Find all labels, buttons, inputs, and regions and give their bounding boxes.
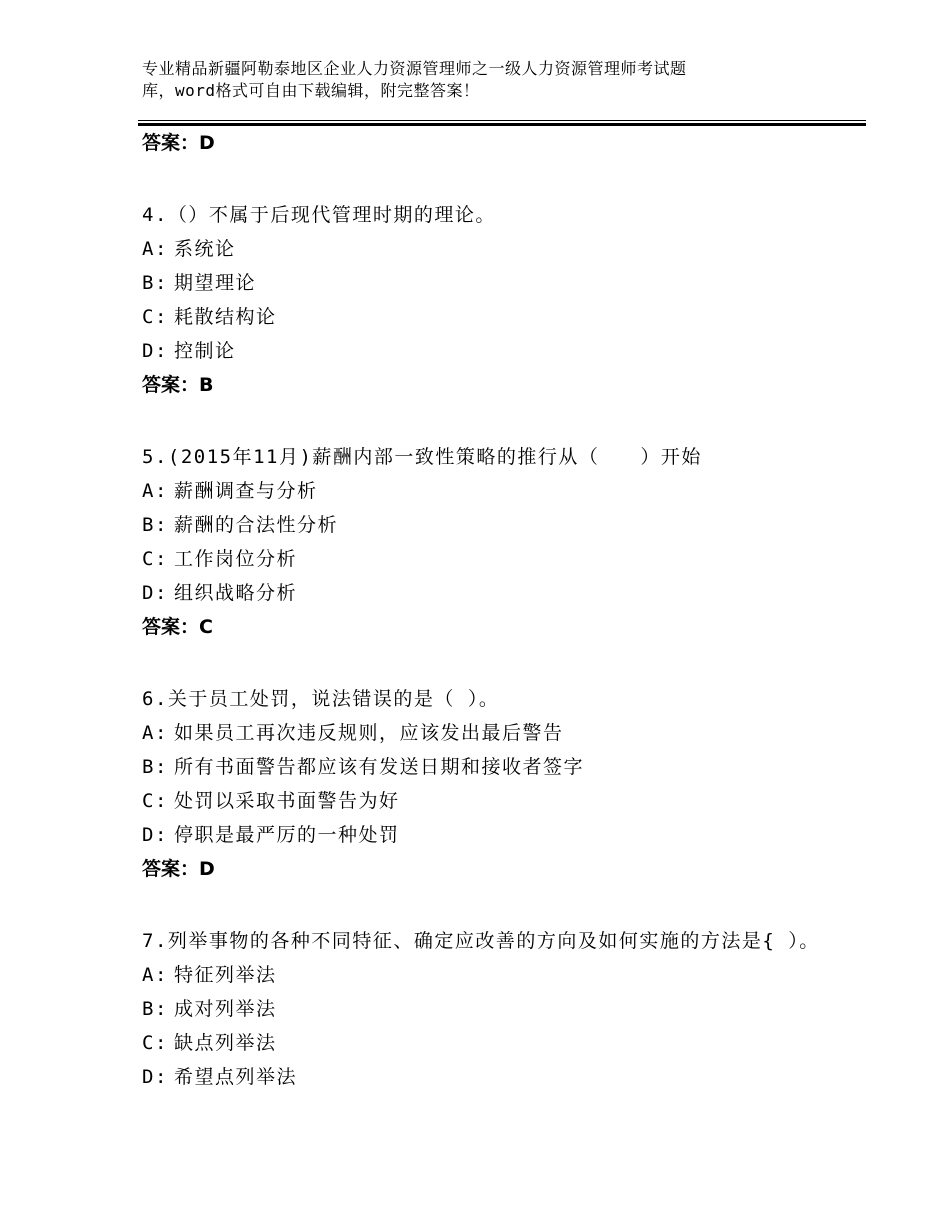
option-a (142, 716, 822, 750)
option-text: 耗散结构论 (174, 306, 277, 328)
option-b (142, 266, 822, 300)
option-b (142, 750, 822, 784)
option-key: D: (142, 340, 168, 362)
question-5 (142, 440, 822, 642)
option-text: 希望点列举法 (174, 1066, 298, 1088)
option-key: A: (142, 238, 168, 260)
option-key: C: (142, 306, 168, 328)
option-a (142, 958, 822, 992)
option-key: C: (142, 1032, 168, 1054)
header-line-1: 专业精品新疆阿勒泰地区企业人力资源管理师之一级人力资源管理师考试题 (142, 59, 687, 78)
option-text: 特征列举法 (174, 964, 277, 986)
option-key: A: (142, 722, 168, 744)
document-body (142, 128, 822, 1094)
question-stem: 5.(2015年11月)薪酬内部一致性策略的推行从（ ）开始 (142, 446, 702, 468)
option-text: 成对列举法 (174, 998, 277, 1020)
option-c (142, 784, 822, 818)
option-d (142, 1060, 822, 1094)
option-text: 如果员工再次违反规则，应该发出最后警告 (174, 722, 564, 744)
question-stem: 6.关于员工处罚，说法错误的是（ ）。 (142, 688, 500, 710)
option-key: B: (142, 998, 168, 1020)
option-key: B: (142, 272, 168, 294)
option-a (142, 232, 822, 266)
option-d (142, 334, 822, 368)
option-text: 组织战略分析 (174, 582, 298, 604)
option-d (142, 818, 822, 852)
question-6 (142, 682, 822, 884)
option-key: B: (142, 514, 168, 536)
option-key: B: (142, 756, 168, 778)
option-text: 停职是最严厉的一种处罚 (174, 824, 400, 846)
option-key: A: (142, 480, 168, 502)
header-line-2: 库，word格式可自由下载编辑，附完整答案！ (142, 81, 480, 100)
option-d (142, 576, 822, 610)
option-c (142, 542, 822, 576)
option-text: 薪酬调查与分析 (174, 480, 318, 502)
option-text: 系统论 (174, 238, 236, 260)
option-key: D: (142, 1066, 168, 1088)
option-text: 缺点列举法 (174, 1032, 277, 1054)
document-header (142, 58, 802, 102)
option-key: D: (142, 824, 168, 846)
option-text: 薪酬的合法性分析 (174, 514, 339, 536)
answer: 答案：C (142, 616, 213, 638)
header-rule-thick (138, 123, 866, 126)
answer-prev: 答案：D (142, 132, 215, 154)
option-c (142, 1026, 822, 1060)
question-7 (142, 924, 822, 1094)
answer: 答案：D (142, 858, 215, 880)
option-key: C: (142, 790, 168, 812)
option-key: A: (142, 964, 168, 986)
answer: 答案：B (142, 374, 214, 396)
question-4 (142, 198, 822, 400)
option-text: 控制论 (174, 340, 236, 362)
option-key: C: (142, 548, 168, 570)
question-stem: 4.（）不属于后现代管理时期的理论。 (142, 204, 496, 226)
header-rule-thin (138, 120, 866, 121)
option-text: 所有书面警告都应该有发送日期和接收者签字 (174, 756, 585, 778)
option-text: 工作岗位分析 (174, 548, 298, 570)
option-key: D: (142, 582, 168, 604)
option-text: 处罚以采取书面警告为好 (174, 790, 400, 812)
option-c (142, 300, 822, 334)
option-a (142, 474, 822, 508)
option-text: 期望理论 (174, 272, 257, 294)
option-b (142, 992, 822, 1026)
question-stem: 7.列举事物的各种不同特征、确定应改善的方向及如何实施的方法是{ ）。 (142, 930, 820, 952)
option-b (142, 508, 822, 542)
